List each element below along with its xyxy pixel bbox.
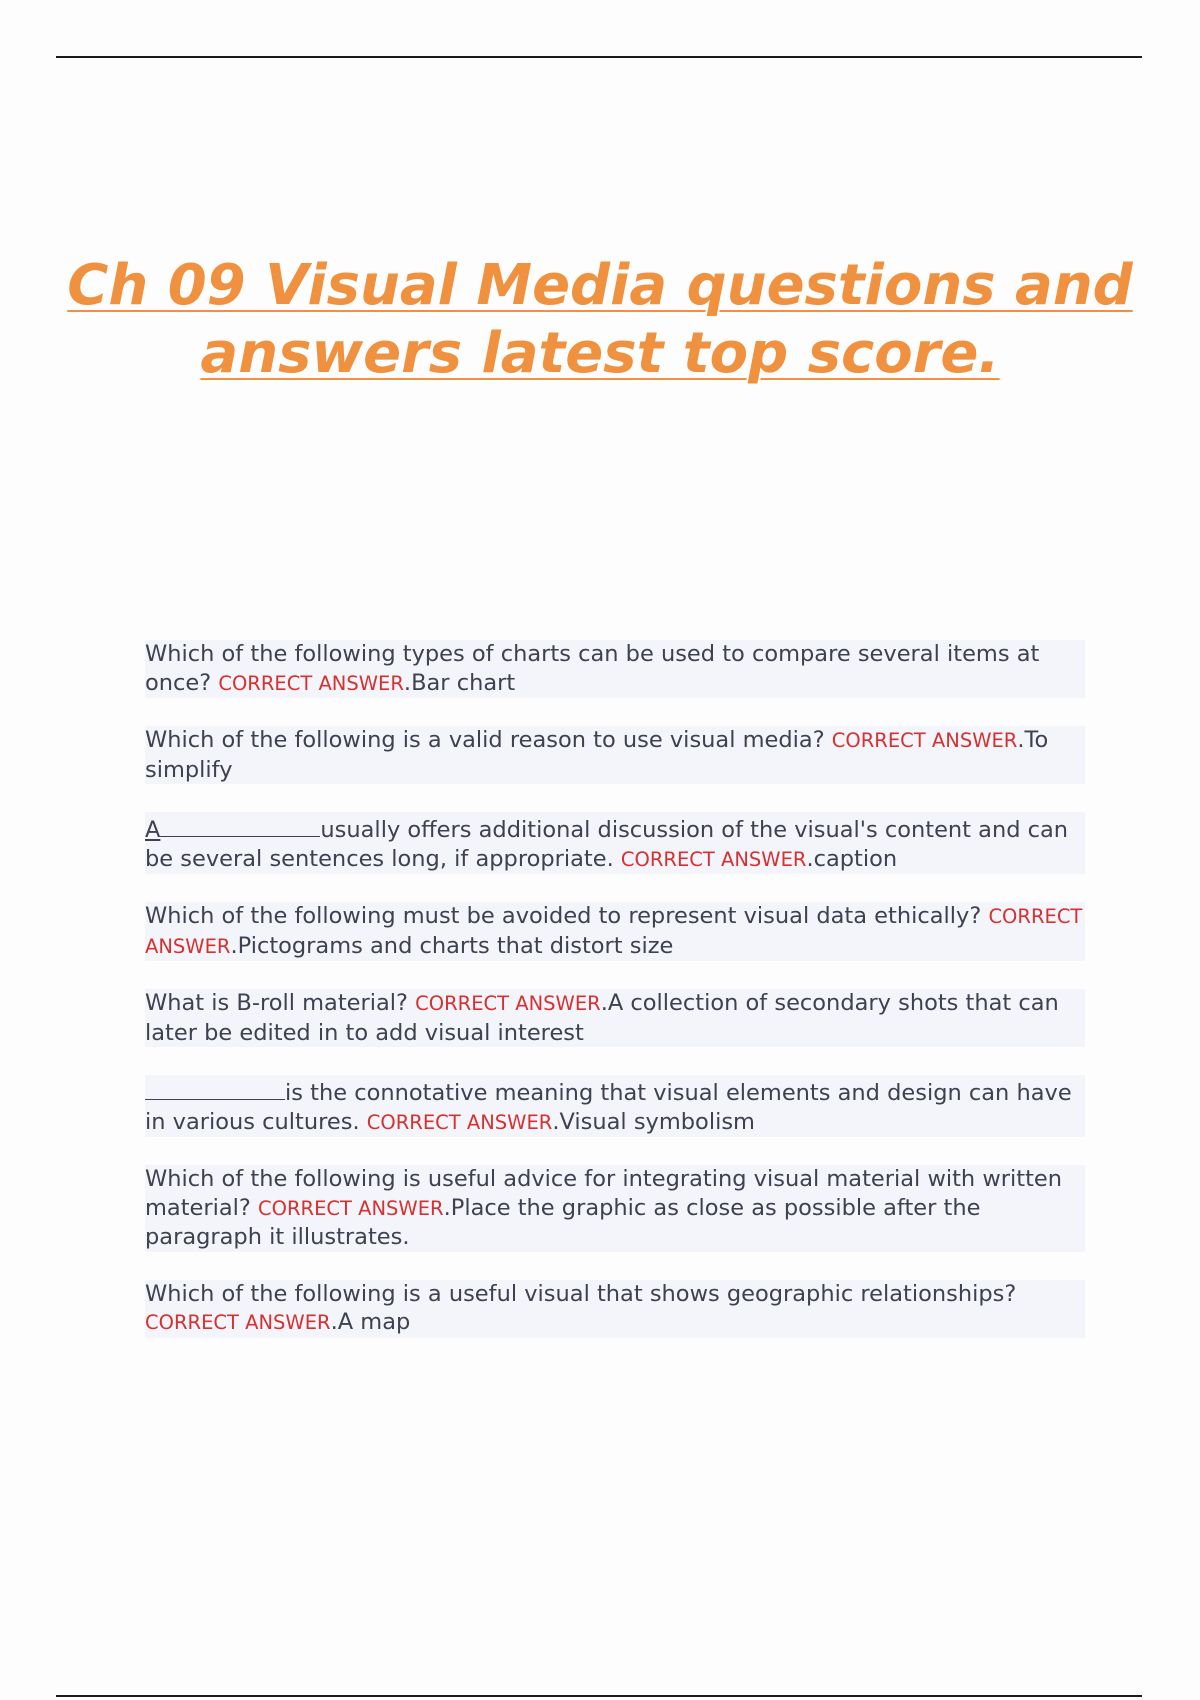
answer-text: .caption	[806, 845, 898, 872]
bottom-rule	[56, 1695, 1142, 1697]
correct-answer-label: CORRECT ANSWER	[415, 992, 601, 1015]
qa-item	[145, 726, 1085, 784]
answer-text: .Place the graphic as close as possible after the paragraph it illustrates.	[145, 1194, 981, 1250]
question-text: Which of the following must be avoided to represent visual data ethically?	[145, 903, 982, 929]
answer-text: .A map	[330, 1309, 411, 1335]
qa-item	[145, 640, 1085, 698]
question-text: Which of the following is a valid reason to use visual media?	[145, 727, 825, 753]
answer-text: .Pictograms and charts that distort size	[230, 932, 674, 959]
answer-text: .Visual symbolism	[552, 1108, 755, 1135]
answer-text: .Bar chart	[403, 669, 516, 696]
question-text: Which of the following is useful advice for integrating visual material with written material?	[145, 1166, 1062, 1221]
fill-in-blank	[160, 812, 320, 837]
qa-item	[145, 812, 1085, 874]
top-rule	[56, 56, 1142, 58]
question-text: Which of the following is a useful visual that shows geographic relationships?	[145, 1280, 1017, 1307]
question-text: usually offers additional discussion of the visual's content and can be several sentences long, if appropriate.	[145, 817, 1069, 872]
correct-answer-label: CORRECT ANSWER	[366, 1110, 553, 1134]
qa-list	[145, 640, 1085, 1366]
qa-item	[145, 902, 1085, 961]
document-title: Ch 09 Visual Media questions and answers latest top score.	[67, 253, 1133, 386]
correct-answer-label: CORRECT ANSWER	[218, 671, 404, 695]
qa-item	[145, 1165, 1085, 1252]
correct-answer-label: CORRECT ANSWER	[258, 1196, 444, 1220]
question-text: Which of the following types of charts can be used to compare several items at once?	[145, 641, 1040, 696]
qa-item	[145, 989, 1085, 1047]
correct-answer-label: CORRECT ANSWER	[620, 847, 807, 871]
question-text: What is B-roll material?	[145, 990, 408, 1016]
qa-item	[145, 1075, 1085, 1137]
question-prefix: A	[145, 817, 161, 843]
answer-text: .To simplify	[145, 727, 1049, 783]
qa-item	[145, 1280, 1085, 1338]
correct-answer-label: CORRECT ANSWER	[145, 1311, 331, 1334]
answer-text: .A collection of secondary shots that can later be edited in to add visual interest	[145, 990, 1059, 1046]
correct-answer-label: CORRECT ANSWER	[831, 729, 1018, 752]
fill-in-blank	[145, 1075, 285, 1100]
correct-answer-label: CORRECT ANSWER	[145, 905, 1083, 958]
question-text: is the connotative meaning that visual elements and design can have in various cultures.	[145, 1080, 1072, 1135]
